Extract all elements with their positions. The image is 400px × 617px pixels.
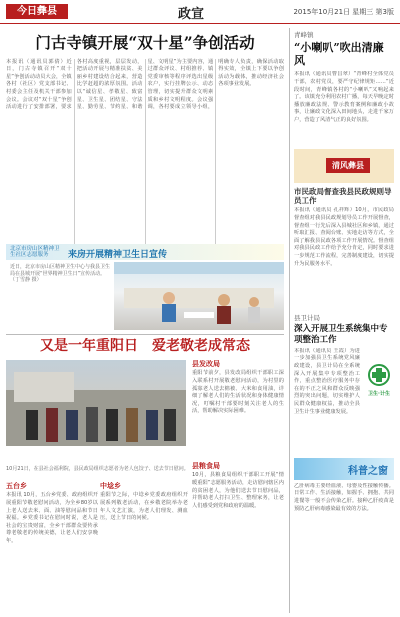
health-logo-text: 卫生·计生 (368, 390, 390, 397)
science-body: 乙肝病毒主要经血液、母婴及性接触传播。日常工作、生活接触，如握手、拥抱、共同进餐等一般不会传染乙肝。接种乙肝疫苗是预防乙肝病毒感染最有效的方法。 (294, 482, 394, 512)
science-banner-label: 科普之窗 (348, 465, 388, 477)
health-cross-icon (366, 364, 392, 386)
clean-banner-label: 清风彝县 (326, 158, 370, 173)
wutai-article (6, 482, 98, 612)
wutai-headline: 五台乡 (6, 482, 27, 490)
health-body: 本报讯（通讯员 王霞）为进一步加强县卫生系统党风廉政建设，县卫计局在全系统深入开展集中专项整治工作，重点整治医疗服务中存在的不正之风和群众反映强烈的突出问题，切实维护人民群众健康权益，推动全县卫生计生事业健康发展。 (294, 347, 360, 415)
poster-caption: 近日，北京市房山区精神卫生中心与我县卫生局在县城开展“世界精神卫生日”宣传活动。（丁雪静 摄） (10, 264, 111, 283)
qingfeng-body: 本报讯（通讯员曹昌翠）“青峰村全体党员干部，农村党员，要严守纪律规矩……”近段时间，青峰镇各村的“小喇叭”又响起来了。该镇充分利用农村广播，每天早晚定时播放廉政法规、警示教育案例和廉政小故事，让廉政文化深入田间地头，走进千家万户，营造了风清气正的良好氛围。 (294, 71, 394, 123)
newspaper-logo: 今日彝县 (6, 4, 68, 19)
feature-caption: 10月21日，在县社会福利院，县民政局组织志愿者为老人包饺子、送去节日慰问。 (6, 466, 189, 472)
issue-date: 2015年10月21日 星期三 第3版 (293, 8, 394, 16)
grain-body: 10月，县粮食局组织干部职工开展“情暖重阳”志愿服务活动，走访慰问辖区内的贫困老人，为他们送去节日慰问品，并帮助老人打扫卫生、整理家务，让老人们感受到党和政府的温暖。 (192, 472, 284, 509)
civil-body: 本报讯（通讯员 孔祥辉）10月，市民政局督查组对我县民政规划导员工作开展督查，督查组一行先后深入县城社区和乡镇，通过听取汇报、查阅台账、实地走访等方式，全面了解我县民政各项工作开展情况。督查组对我县民政工作给予充分肯定，同时要求进一步规范工作流程，完善制度建设，切实提升为民服务水平。 (294, 207, 394, 267)
health-body-wrap (294, 348, 394, 452)
medical-headline: 县发改局 (192, 360, 220, 368)
masthead (0, 0, 400, 24)
poster-banner (6, 244, 284, 260)
poster-slogan: 来房开展精神卫生日宣传 (68, 250, 168, 260)
feature-headline: 又是一年重阳日 爱老敬老成常态 (40, 338, 250, 354)
poster-title: 北京市房山区精神卫生社区志愿服务 (10, 246, 60, 258)
zhongnian-article (100, 482, 188, 612)
health-headline: 深入开展卫生系统集中专项整治工作 (294, 324, 388, 345)
poster-photo-scene (114, 262, 284, 330)
lead-body: 本报讯（通讯员郭倩）近日，门古寺镇召开“双十星”争创活动动员大会，全镇各村（社区）党支部书记、村委会主任及机关干部参加会议。会议对“双十星”争创活动进行了安排部署，要求各村高度重视，层层发动，把活动开展与精准扶贫、美丽乡村建设结合起来，营造比学赶超的浓厚氛围。活动以“诚信星、孝敬星、致富星、卫生星、团结星、守法星、勤劳星、节约星、和谐星、文明星”为主要内容，通过群众评议、村组推荐、镇党委审核等程序评选出星级农户，实行挂牌公示、动态管理，切实提升群众文明素质和乡村文明程度。会议强调，各村要成立领导小组，明确专人负责，确保活动取得实效，全镇上下要以争创活动为载体，推动经济社会各项事业发展。 (6, 58, 284, 111)
right-column (294, 28, 394, 613)
wutai-body: 本报讯 10月，五台乡党委、政府组织开展重阳节敬老慰问活动，为全乡80岁以上老人送去米、面、油等慰问品和节日祝福。乡党委书记在慰问时说，老人是社会的宝贵财富，全乡干部群众要传承尊老敬老的传统美德，让老人们安享晚年。 (6, 492, 98, 544)
feature-headline-banner (6, 338, 284, 356)
feature-photo (6, 360, 186, 446)
divider (6, 334, 284, 335)
zhongnian-body: 重阳节之际，中埝乡党委政府组织开展系列敬老活动，在乡敬老院举办老年人文艺汇演，为老人们理发、测血压，送上节日的问候。 (100, 492, 188, 522)
lead-article (6, 30, 284, 270)
qingfeng-headline: “小喇叭”吹出清廉风 (294, 41, 384, 68)
clean-banner (294, 149, 394, 183)
zhongnian-headline: 中埝乡 (100, 482, 121, 490)
health-kicker: 县卫计局 (294, 314, 320, 323)
science-banner (294, 458, 394, 480)
grain-article (192, 462, 284, 572)
qingfeng-kicker: 青峰镇 (294, 31, 314, 39)
poster-block (6, 244, 284, 330)
health-logo (364, 364, 394, 398)
civil-headline: 市民政局督查我县民政规则导员工作 (294, 187, 392, 206)
section-name: 政宣 (178, 7, 205, 22)
grain-headline: 县粮食局 (192, 462, 220, 470)
column-divider (289, 28, 290, 613)
feature-photo-scene (6, 360, 186, 446)
medical-article (192, 360, 284, 460)
medical-body: 重阳节前夕，县发改局组织干部职工深入联系村开展敬老慰问活动，为村里的孤寡老人送去棉被、大米和食用油，详细了解老人们的生活状况和身体健康情况，叮嘱村干部要时刻关注老人的生活，帮助解决实际困难。 (192, 370, 284, 415)
lead-headline: 门古寺镇开展“双十星”争创活动 (35, 33, 255, 52)
poster-photo (114, 262, 284, 330)
